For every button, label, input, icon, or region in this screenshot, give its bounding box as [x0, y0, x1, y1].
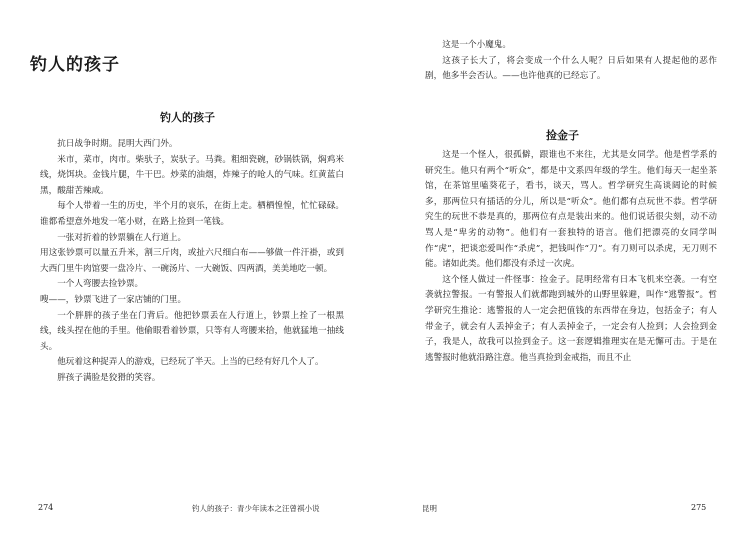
running-title-left: 钓人的孩子：青少年读本之汪曾祺小说 — [192, 504, 320, 513]
section-title-right: 捡金子 — [546, 129, 579, 142]
paragraph: 一个胖胖的孩子坐在门背后。他把钞票丢在人行道上，钞票上拴了一根黑线，线头捏在他的手里。他偷眼看着钞票，只等有人弯腰来拾，他就猛地一抽线头。 — [40, 310, 344, 352]
section-title-left: 钓人的孩子 — [160, 111, 215, 124]
running-title-right: 昆明 — [422, 504, 437, 513]
paragraph: 米市，菜市，肉市。柴驮子，炭驮子。马粪。粗细瓷碗，砂锅铁锅，焖鸡米线，烧饵块。金钱片腿，牛干巴。炒菜的油烟，炸辣子的呛人的气味。红黄蓝白黑，酸甜苦辣咸。 — [40, 154, 344, 196]
paragraph: 每个人带着一生的历史，半个月的哀乐，在街上走。栖栖惶惶，忙忙碌碌。谁都希望意外地发一笔小财，在路上捡到一笔钱。 — [40, 201, 344, 227]
right-page — [375, 0, 750, 536]
right-body-text-top — [425, 38, 717, 85]
right-body-text — [425, 148, 717, 366]
paragraph: 这孩子长大了，将会变成一个什么人呢？日后如果有人提起他的恶作剧，他多半会否认。——也许他真的已经忘了。 — [425, 55, 717, 82]
paragraph: 这是一个怪人，很孤僻，跟谁也不来往，尤其是女同学。他是哲学系的研究生。他只有两个“听众”，都是中文系四年级的学生。他们每天一起坐茶馆，在茶馆里嗑葵花子，看书，谈天，骂人。哲学研究生高谈阔论的时候多，那两位只有插话的分儿，所以是“听众”。他们都有点玩世不恭。哲学研究生的玩世不恭是真的，那两位有点是装出来的。他们说话很尖刻，动不动骂人是“卑劣的动物”。他们有一套独特的语言。他们把漂亮的女同学叫作“虎”，把谈恋爱叫作“杀虎”，把钱叫作“刀”。有刀则可以杀虎，无刀则不能。诸如此类。他们都没有杀过一次虎。 — [425, 150, 717, 270]
paragraph: 一张对折着的钞票躺在人行道上。 — [57, 232, 187, 243]
chapter-title: 钓人的孩子 — [30, 55, 120, 75]
paragraph: 抗日战争时期。昆明大西门外。 — [57, 139, 178, 149]
paragraph: 嗖——，钞票飞进了一家店铺的门里。 — [40, 294, 187, 305]
paragraph: 这是一个小魔鬼。 — [442, 40, 511, 50]
left-body-text — [40, 137, 344, 387]
page-number-right: 275 — [691, 503, 707, 512]
paragraph: 这个怪人做过一件怪事：捡金子。昆明经常有日本飞机来空袭。一有空袭就拉警报。一有警报人们就都跑到城外的山野里躲避，叫作“逃警报”。哲学研究生推论：逃警报的人一定会把值钱的东西带在身边，包括金子；有人带金子，就会有人丢掉金子；有人丢掉金子，一定会有人捡到；人会捡到金子，我是人，故我可以捡到金子。这一套逻辑推理实在是无懈可击。于是在逃警报时他就沿路注意。他当真捡到金戒指，而且不止 — [425, 274, 717, 363]
paragraph: 他玩着这种捉弄人的游戏，已经玩了半天。上当的已经有好几个人了。 — [57, 357, 324, 368]
paragraph: 胖孩子满脸是狡猾的笑容。 — [57, 372, 161, 383]
paragraph: 用这张钞票可以量五升米，割三斤肉，或扯六尺细白布——够做一件汗褂，或到大西门里牛肉馆要一盘冷片、一碗汤片、一大碗饭、四两酒，美美地吃一顿。 — [40, 248, 344, 274]
paragraph: 一个人弯腰去捡钞票。 — [57, 279, 144, 290]
page-number-left: 274 — [38, 503, 54, 512]
